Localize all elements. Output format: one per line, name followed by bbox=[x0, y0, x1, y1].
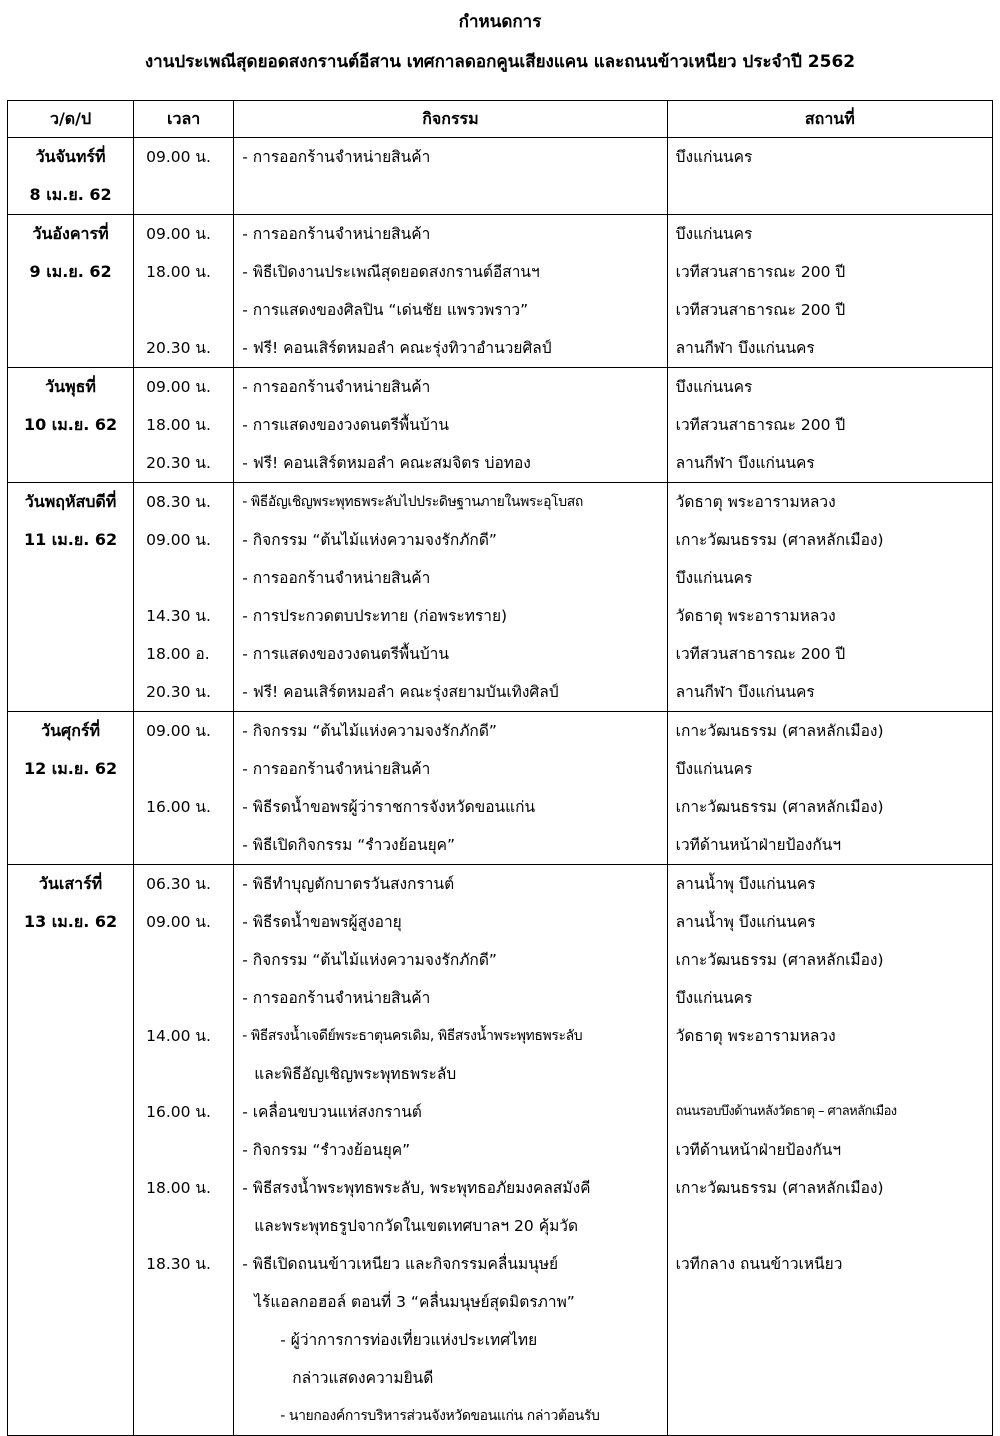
activity-line: - การประกวดตบประทาย (ก่อพระทราย) bbox=[242, 607, 508, 625]
date-cell bbox=[8, 138, 134, 215]
day-date: 11 เม.ย. 62 bbox=[23, 530, 118, 549]
time-line: 18.00 น. bbox=[146, 1179, 211, 1197]
place-line bbox=[668, 1397, 992, 1435]
activity-cell bbox=[234, 712, 667, 865]
time-line: 16.00 น. bbox=[146, 1103, 211, 1121]
time-line: 16.00 น. bbox=[146, 798, 211, 816]
day-row bbox=[8, 712, 993, 865]
table-header-row bbox=[8, 101, 993, 138]
time-line bbox=[134, 979, 233, 1017]
header-date: ว/ด/ป bbox=[8, 101, 134, 138]
time-line bbox=[134, 826, 233, 864]
time-line bbox=[134, 1359, 233, 1397]
time-cell bbox=[134, 712, 234, 865]
place-line bbox=[668, 1283, 992, 1321]
activity-line: - กิจกรรม “รำวงย้อนยุค” bbox=[242, 1141, 411, 1159]
time-line bbox=[134, 1397, 233, 1435]
date-cell bbox=[8, 215, 134, 368]
activity-line: - เคลื่อนขบวนแห่สงกรานต์ bbox=[242, 1103, 422, 1121]
document-subtitle: งานประเพณีสุดยอดสงกรานต์อีสาน เทศกาลดอกคูนเสียงแคน และถนนข้าวเหนียว ประจำปี 2562 bbox=[144, 52, 856, 72]
activity-line: - ฟรี! คอนเสิร์ตหมอลำ คณะรุ่งทิวาอำนวยศิลป์ bbox=[242, 339, 552, 357]
day-row bbox=[8, 483, 993, 712]
time-line bbox=[134, 1207, 233, 1245]
activity-line: - การออกร้านจำหน่ายสินค้า bbox=[242, 569, 431, 587]
day-row bbox=[8, 138, 993, 215]
activity-line: - นายกองค์การบริหารส่วนจังหวัดขอนแก่น กล่าวต้อนรับ bbox=[280, 1408, 600, 1424]
activity-line bbox=[234, 176, 666, 214]
place-cell bbox=[667, 138, 992, 215]
day-date: 12 เม.ย. 62 bbox=[23, 759, 118, 778]
time-cell bbox=[134, 483, 234, 712]
activity-cell bbox=[234, 483, 667, 712]
activity-line: - การแสดงของวงดนตรีพื้นบ้าน bbox=[242, 645, 449, 663]
day-row bbox=[8, 368, 993, 483]
schedule-table bbox=[7, 100, 993, 1436]
place-line: บึงแก่นนคร bbox=[675, 378, 753, 396]
activity-line: - กิจกรรม “ต้นไม้แห่งความจงรักภักดี” bbox=[242, 531, 497, 549]
activity-line: - พิธีทำบุญตักบาตรวันสงกรานต์ bbox=[242, 875, 455, 893]
day-date: 10 เม.ย. 62 bbox=[23, 415, 118, 434]
place-line: บึงแก่นนคร bbox=[675, 148, 753, 166]
day-name: วันเสาร์ที่ bbox=[38, 874, 103, 893]
place-line: ลานน้ำพุ บึงแก่นนคร bbox=[675, 875, 816, 893]
time-line: 08.30 น. bbox=[146, 493, 211, 511]
date-cell bbox=[8, 368, 134, 483]
place-line: เวทีสวนสาธารณะ 200 ปี bbox=[675, 263, 846, 281]
header-place: สถานที่ bbox=[667, 101, 992, 138]
place-line: ลานกีฬา บึงแก่นนคร bbox=[675, 683, 815, 701]
day-date: 9 เม.ย. 62 bbox=[29, 262, 112, 281]
time-line: 20.30 น. bbox=[146, 339, 211, 357]
time-line: 18.00 น. bbox=[146, 263, 211, 281]
header-time: เวลา bbox=[134, 101, 234, 138]
time-line bbox=[134, 750, 233, 788]
activity-line: - พิธีเปิดงานประเพณีสุดยอดสงกรานต์อีสานฯ bbox=[242, 263, 540, 281]
activity-line: - การออกร้านจำหน่ายสินค้า bbox=[242, 760, 431, 778]
time-line: 06.30 น. bbox=[146, 875, 211, 893]
time-line bbox=[134, 1283, 233, 1321]
place-line: ถนนรอบบึงด้านหลังวัดธาตุ – ศาลหลักเมือง bbox=[675, 1104, 897, 1119]
place-line: เกาะวัฒนธรรม (ศาลหลักเมือง) bbox=[675, 1179, 884, 1197]
activity-line: และพิธีอัญเชิญพระพุทธพระลับ bbox=[254, 1065, 457, 1083]
place-line: เวทีสวนสาธารณะ 200 ปี bbox=[675, 645, 846, 663]
time-line: 14.30 น. bbox=[146, 607, 211, 625]
activity-line: - การออกร้านจำหน่ายสินค้า bbox=[242, 148, 431, 166]
activity-line: - พิธีเปิดกิจกรรม “รำวงย้อนยุค” bbox=[242, 836, 456, 854]
activity-line: - พิธีเปิดถนนข้าวเหนียว และกิจกรรมคลื่นมนุษย์ bbox=[242, 1255, 559, 1273]
activity-line: - การออกร้านจำหน่ายสินค้า bbox=[242, 989, 431, 1007]
activity-line: - กิจกรรม “ต้นไม้แห่งความจงรักภักดี” bbox=[242, 722, 497, 740]
document-title: กำหนดการ bbox=[458, 12, 542, 32]
place-line: วัดธาตุ พระอารามหลวง bbox=[675, 607, 836, 625]
day-date: 8 เม.ย. 62 bbox=[29, 185, 112, 204]
time-line bbox=[134, 176, 233, 214]
place-line: เวทีกลาง ถนนข้าวเหนียว bbox=[675, 1255, 843, 1273]
day-date: 13 เม.ย. 62 bbox=[23, 912, 118, 931]
time-line: 09.00 น. bbox=[146, 722, 211, 740]
day-name: วันอังคารที่ bbox=[32, 224, 109, 243]
day-name: วันศุกร์ที่ bbox=[41, 721, 101, 740]
activity-line: - กิจกรรม “ต้นไม้แห่งความจงรักภักดี” bbox=[242, 951, 497, 969]
place-cell bbox=[667, 215, 992, 368]
day-name: วันจันทร์ที่ bbox=[35, 147, 106, 166]
activity-line: - พิธีรดน้ำขอพรผู้ว่าราชการจังหวัดขอนแก่น bbox=[242, 798, 536, 816]
time-line bbox=[134, 941, 233, 979]
place-line: เกาะวัฒนธรรม (ศาลหลักเมือง) bbox=[675, 951, 884, 969]
time-line bbox=[134, 291, 233, 329]
place-line: ลานกีฬา บึงแก่นนคร bbox=[675, 454, 815, 472]
time-line: 09.00 น. bbox=[146, 913, 211, 931]
activity-line: - พิธีอัญเชิญพระพุทธพระลับไปประดิษฐานภายในพระอุโบสถ bbox=[242, 494, 583, 510]
time-line: 09.00 น. bbox=[146, 531, 211, 549]
place-line: เวทีสวนสาธารณะ 200 ปี bbox=[675, 416, 846, 434]
time-cell bbox=[134, 215, 234, 368]
time-cell bbox=[134, 138, 234, 215]
day-row bbox=[8, 865, 993, 1436]
activity-cell bbox=[234, 138, 667, 215]
place-cell bbox=[667, 483, 992, 712]
day-name: วันพุธที่ bbox=[45, 377, 96, 396]
date-cell bbox=[8, 865, 134, 1436]
activity-line: - ฟรี! คอนเสิร์ตหมอลำ คณะสมจิตร บ่อทอง bbox=[242, 454, 531, 472]
place-line: เกาะวัฒนธรรม (ศาลหลักเมือง) bbox=[675, 531, 884, 549]
time-line: 09.00 น. bbox=[146, 378, 211, 396]
activity-line: กล่าวแสดงความยินดี bbox=[292, 1369, 434, 1387]
activity-line: - พิธีสรงน้ำเจดีย์พระธาตุนครเดิม, พิธีสรงน้ำพระพุทธพระลับ bbox=[242, 1028, 583, 1044]
time-line: 18.00 น. bbox=[146, 416, 211, 434]
time-cell bbox=[134, 368, 234, 483]
place-line: เกาะวัฒนธรรม (ศาลหลักเมือง) bbox=[675, 798, 884, 816]
place-line: วัดธาตุ พระอารามหลวง bbox=[675, 493, 836, 511]
place-line bbox=[668, 176, 992, 214]
activity-cell bbox=[234, 865, 667, 1436]
time-line: 18.30 น. bbox=[146, 1255, 211, 1273]
day-name: วันพฤหัสบดีที่ bbox=[24, 492, 117, 511]
place-line bbox=[668, 1321, 992, 1359]
activity-line: - การแสดงของศิลปิน “เด่นชัย แพรวพราว” bbox=[242, 301, 529, 319]
place-line: ลานน้ำพุ บึงแก่นนคร bbox=[675, 913, 816, 931]
time-line bbox=[134, 1055, 233, 1093]
place-line bbox=[668, 1055, 992, 1093]
activity-line: - การแสดงของวงดนตรีพื้นบ้าน bbox=[242, 416, 449, 434]
time-line bbox=[134, 1131, 233, 1169]
activity-line: ไร้แอลกอฮอล์ ตอนที่ 3 “คลื่นมนุษย์สุดมิตรภาพ” bbox=[254, 1293, 575, 1311]
activity-line: - พิธีสรงน้ำพระพุทธพระลับ, พระพุทธอภัยมงคลสมังคี bbox=[242, 1179, 591, 1197]
place-cell bbox=[667, 865, 992, 1436]
activity-line: - การออกร้านจำหน่ายสินค้า bbox=[242, 225, 431, 243]
activity-cell bbox=[234, 215, 667, 368]
place-line: ลานกีฬา บึงแก่นนคร bbox=[675, 339, 815, 357]
date-cell bbox=[8, 483, 134, 712]
place-line: เวทีด้านหน้าฝ่ายป้องกันฯ bbox=[675, 1141, 842, 1159]
place-line: บึงแก่นนคร bbox=[675, 225, 753, 243]
place-line: วัดธาตุ พระอารามหลวง bbox=[675, 1027, 836, 1045]
time-line: 14.00 น. bbox=[146, 1027, 211, 1045]
place-line: เวทีด้านหน้าฝ่ายป้องกันฯ bbox=[675, 836, 842, 854]
time-line: 18.00 อ. bbox=[146, 645, 210, 663]
activity-line: - ผู้ว่าการการท่องเที่ยวแห่งประเทศไทย bbox=[280, 1331, 538, 1349]
place-line bbox=[668, 1359, 992, 1397]
place-line: บึงแก่นนคร bbox=[675, 760, 753, 778]
place-line: บึงแก่นนคร bbox=[675, 989, 753, 1007]
day-row bbox=[8, 215, 993, 368]
time-line bbox=[134, 559, 233, 597]
activity-line: และพระพุทธรูปจากวัดในเขตเทศบาลฯ 20 คุ้มวัด bbox=[254, 1217, 579, 1235]
time-line: 09.00 น. bbox=[146, 225, 211, 243]
time-line: 20.30 น. bbox=[146, 454, 211, 472]
activity-line: - การออกร้านจำหน่ายสินค้า bbox=[242, 378, 431, 396]
time-cell bbox=[134, 865, 234, 1436]
time-line: 09.00 น. bbox=[146, 148, 211, 166]
place-line: บึงแก่นนคร bbox=[675, 569, 753, 587]
place-line bbox=[668, 1207, 992, 1245]
time-line: 20.30 น. bbox=[146, 683, 211, 701]
schedule-body bbox=[8, 138, 993, 1436]
date-cell bbox=[8, 712, 134, 865]
place-line: เกาะวัฒนธรรม (ศาลหลักเมือง) bbox=[675, 722, 884, 740]
activity-cell bbox=[234, 368, 667, 483]
place-cell bbox=[667, 368, 992, 483]
header-activity: กิจกรรม bbox=[234, 101, 667, 138]
place-cell bbox=[667, 712, 992, 865]
time-line bbox=[134, 1321, 233, 1359]
activity-line: - พิธีรดน้ำขอพรผู้สูงอายุ bbox=[242, 913, 402, 931]
place-line: เวทีสวนสาธารณะ 200 ปี bbox=[675, 301, 846, 319]
activity-line: - ฟรี! คอนเสิร์ตหมอลำ คณะรุ่งสยามบันเทิงศิลป์ bbox=[242, 683, 559, 701]
